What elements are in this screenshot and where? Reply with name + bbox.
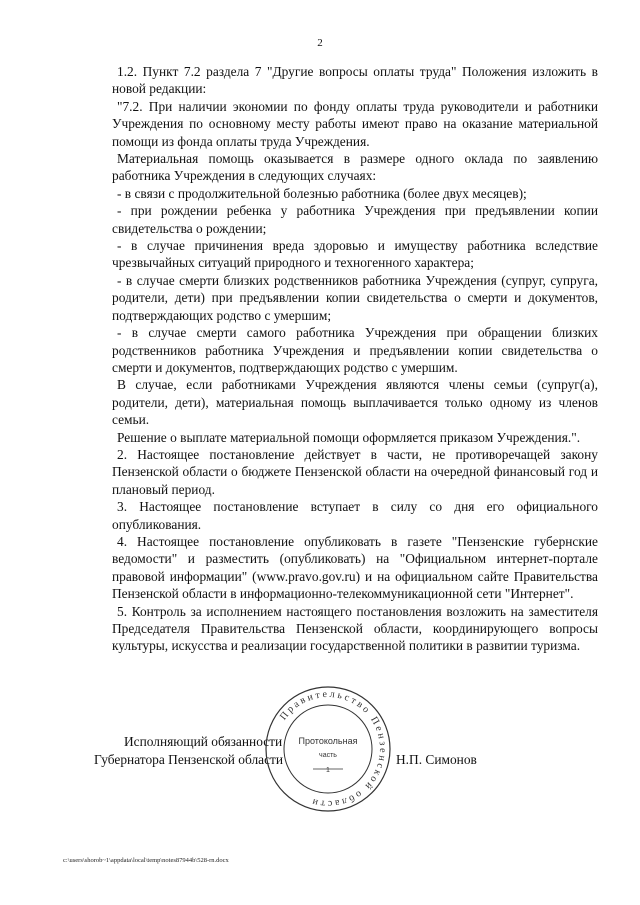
paragraph: В случае, если работниками Учреждения являются члены семьи (супруг(а), родители, дети), материальная помощь выплачивается только одному из членов семьи. <box>112 377 598 428</box>
paragraph: Решение о выплате материальной помощи оформляется приказом Учреждения.". <box>117 429 581 445</box>
file-path-footer: c:\users\shorob~1\appdata\local\temp\notes87944b\528-rn.docx <box>63 857 229 864</box>
list-item: - в связи с продолжительной болезнью работника (более двух месяцев); <box>117 185 527 201</box>
stamp-number: 1 <box>326 767 330 774</box>
paragraph: Материальная помощь оказывается в размере одного оклада по заявлению работника Учреждения в следующих случаях: <box>112 151 598 184</box>
signatory-name: Н.П. Симонов <box>396 752 477 767</box>
paragraph: 1.2. Пункт 7.2 раздела 7 "Другие вопросы оплаты труда" Положения изложить в новой редакции: <box>112 64 598 97</box>
list-item: - при рождении ребенка у работника Учреждения при предъявлении копии свидетельства о рождении; <box>112 203 598 236</box>
signatory-title-line1: Исполняющий обязанности <box>124 734 283 749</box>
paragraph: 5. Контроль за исполнением настоящего постановления возложить на заместителя Председателя Правительства Пензенской области, координирующего вопросы культуры, искусства и реализации государственной политики в развитии туризма. <box>112 603 598 654</box>
stamp-line1: Протокольная <box>298 736 358 746</box>
paragraph: 4. Настоящее постановление опубликовать в газете "Пензенские губернские ведомости" и разместить (опубликовать) на "Официальном интернет-портале правовой информации" (www.pravo.gov.ru) и на официальном сайте Правительства Пензенской области в информационно-телекоммуникационной сети "Интернет". <box>112 533 598 602</box>
page-number: 2 <box>317 37 323 49</box>
list-item: - в случае смерти самого работника Учреждения при обращении близких родственников работника Учреждения и предъявлении копии свидетельства о смерти и документов, подтверждающих родство с умершим. <box>112 325 598 375</box>
list-item: - в случае причинения вреда здоровью и имуществу работника вследствие чрезвычайных ситуаций природного и техногенного характера; <box>112 238 598 271</box>
signatory-title-line2: Губернатора Пензенской области <box>94 752 284 767</box>
paragraph: 2. Настоящее постановление действует в части, не противоречащей закону Пензенской области о бюджете Пензенской области на очередной финансовый год и плановый период. <box>112 446 598 497</box>
document-body <box>112 63 598 655</box>
paragraph: 3. Настоящее постановление вступает в силу со дня его официального опубликования. <box>112 499 598 532</box>
stamp-ring-text: Правительство Пензенской области <box>277 688 389 810</box>
paragraph: "7.2. При наличии экономии по фонду оплаты труда руководители и работники Учреждения по основному месту работы имеют право на оказание материальной помощи из фонда оплаты труда Учреждения. <box>112 98 598 149</box>
stamp-line2: часть <box>319 752 337 759</box>
official-stamp <box>263 684 393 814</box>
list-item: - в случае смерти близких родственников работника Учреждения (супруг, супруга, родители, дети) при предъявлении копии свидетельства о смерти и документов, подтверждающих родство с умершим; <box>112 272 598 323</box>
